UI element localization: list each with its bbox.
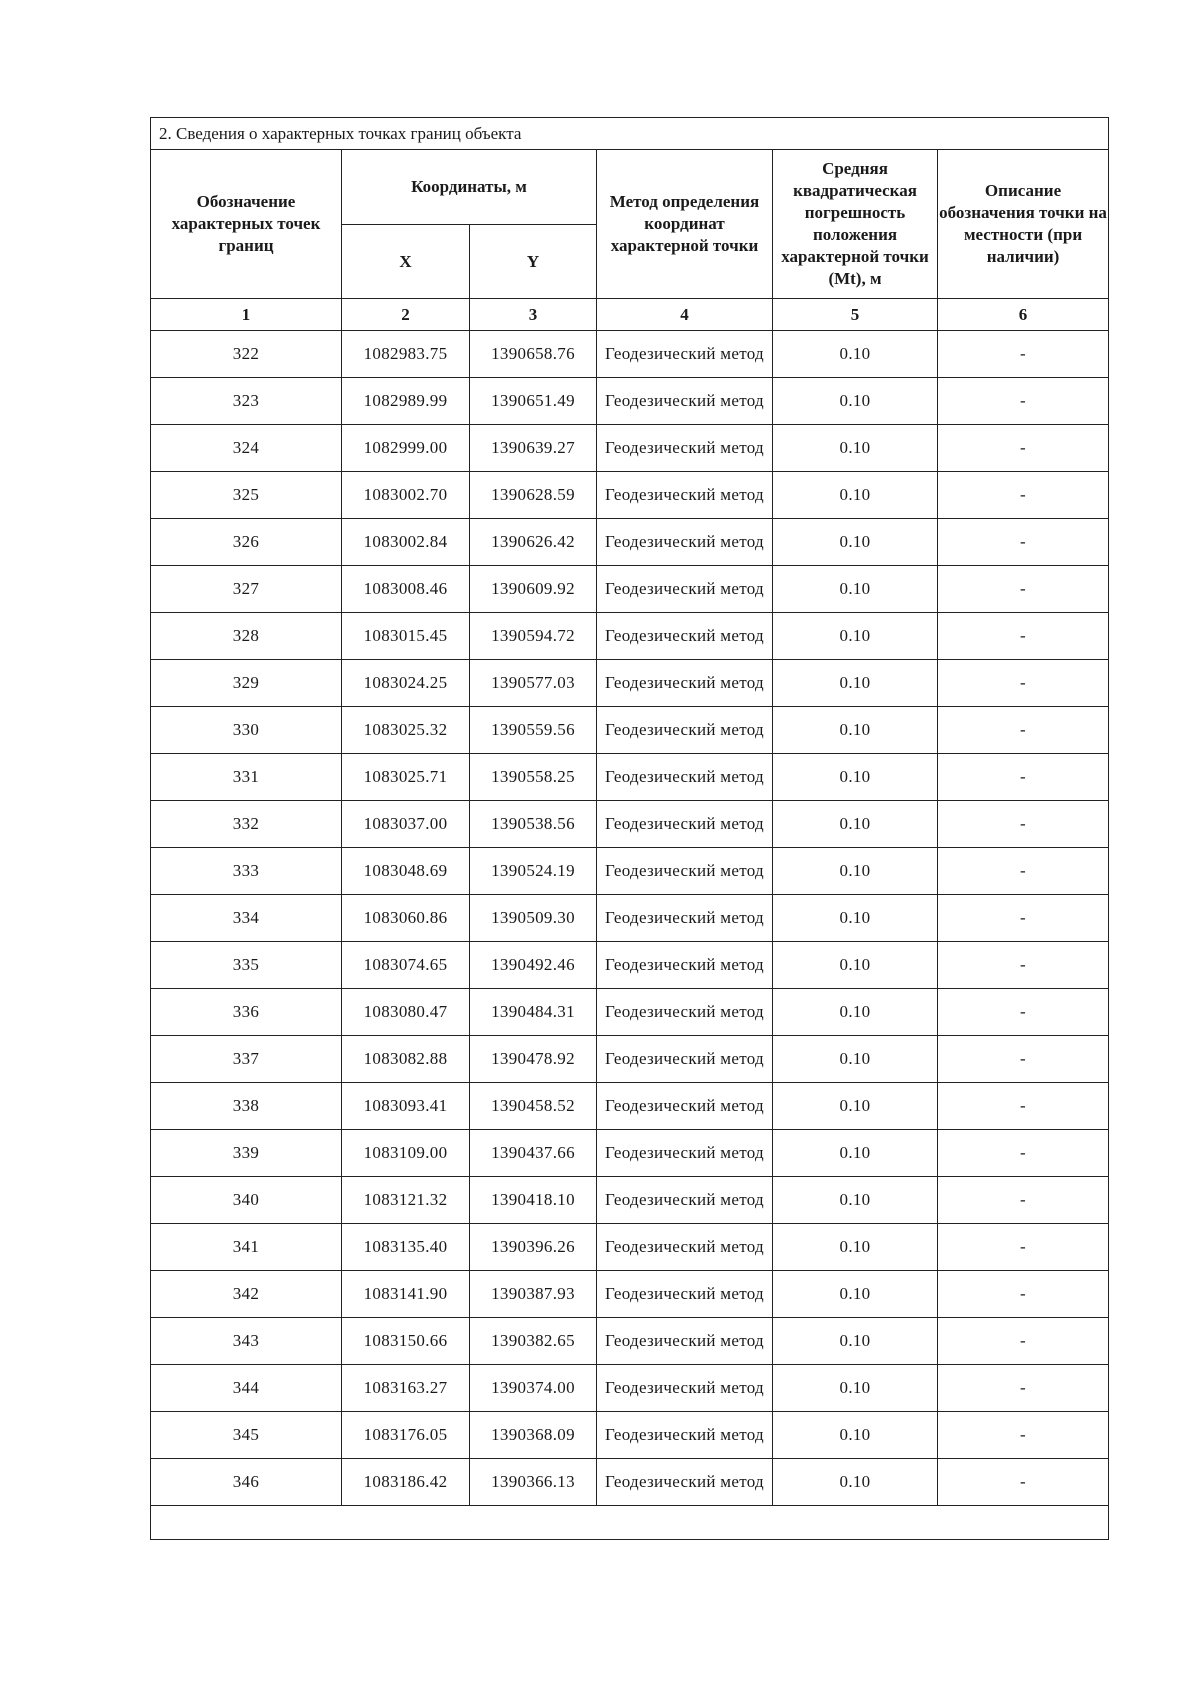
cell-y: 1390437.66 [470, 1130, 597, 1177]
table-row [151, 754, 1109, 801]
cell-method: Геодезический метод [597, 660, 773, 707]
cell-x: 1083008.46 [342, 566, 470, 613]
cell-error: 0.10 [773, 1177, 938, 1224]
cell-method: Геодезический метод [597, 566, 773, 613]
cell-point: 345 [151, 1412, 342, 1459]
cell-x: 1083093.41 [342, 1083, 470, 1130]
cell-error: 0.10 [773, 519, 938, 566]
cell-point: 328 [151, 613, 342, 660]
cell-x: 1083141.90 [342, 1271, 470, 1318]
cell-point: 335 [151, 942, 342, 989]
cell-error: 0.10 [773, 801, 938, 848]
header-row-top [151, 150, 1109, 225]
table-row [151, 566, 1109, 613]
cell-error: 0.10 [773, 1318, 938, 1365]
cell-point: 330 [151, 707, 342, 754]
cell-y: 1390382.65 [470, 1318, 597, 1365]
cell-error: 0.10 [773, 1224, 938, 1271]
table-row [151, 1412, 1109, 1459]
cell-error: 0.10 [773, 613, 938, 660]
cell-x: 1083109.00 [342, 1130, 470, 1177]
cell-method: Геодезический метод [597, 425, 773, 472]
cell-y: 1390609.92 [470, 566, 597, 613]
cell-error: 0.10 [773, 378, 938, 425]
header-coords: Координаты, м [342, 150, 597, 225]
table-footer-row [151, 1506, 1109, 1540]
cell-error: 0.10 [773, 1036, 938, 1083]
cell-method: Геодезический метод [597, 1412, 773, 1459]
boundary-points-table [150, 117, 1109, 1540]
cell-method: Геодезический метод [597, 1083, 773, 1130]
table-row [151, 942, 1109, 989]
cell-point: 332 [151, 801, 342, 848]
cell-description: - [938, 566, 1109, 613]
cell-error: 0.10 [773, 660, 938, 707]
cell-point: 343 [151, 1318, 342, 1365]
table-row [151, 848, 1109, 895]
cell-y: 1390628.59 [470, 472, 597, 519]
cell-description: - [938, 895, 1109, 942]
cell-method: Геодезический метод [597, 1271, 773, 1318]
cell-method: Геодезический метод [597, 895, 773, 942]
cell-point: 344 [151, 1365, 342, 1412]
cell-method: Геодезический метод [597, 378, 773, 425]
cell-y: 1390651.49 [470, 378, 597, 425]
cell-y: 1390639.27 [470, 425, 597, 472]
cell-y: 1390577.03 [470, 660, 597, 707]
cell-x: 1083025.32 [342, 707, 470, 754]
column-number: 2 [342, 299, 470, 331]
cell-description: - [938, 989, 1109, 1036]
cell-point: 333 [151, 848, 342, 895]
cell-point: 322 [151, 331, 342, 378]
cell-method: Геодезический метод [597, 519, 773, 566]
cell-description: - [938, 1271, 1109, 1318]
cell-error: 0.10 [773, 1083, 938, 1130]
cell-method: Геодезический метод [597, 707, 773, 754]
cell-error: 0.10 [773, 425, 938, 472]
cell-y: 1390559.56 [470, 707, 597, 754]
section-title-row [151, 118, 1109, 150]
cell-point: 340 [151, 1177, 342, 1224]
cell-description: - [938, 942, 1109, 989]
table-row [151, 425, 1109, 472]
cell-error: 0.10 [773, 1130, 938, 1177]
cell-method: Геодезический метод [597, 1318, 773, 1365]
cell-x: 1083186.42 [342, 1459, 470, 1506]
cell-method: Геодезический метод [597, 1130, 773, 1177]
table-row [151, 1271, 1109, 1318]
column-number-row [151, 299, 1109, 331]
cell-method: Геодезический метод [597, 472, 773, 519]
cell-method: Геодезический метод [597, 754, 773, 801]
cell-x: 1083176.05 [342, 1412, 470, 1459]
table-row [151, 613, 1109, 660]
cell-description: - [938, 1177, 1109, 1224]
cell-method: Геодезический метод [597, 989, 773, 1036]
cell-y: 1390418.10 [470, 1177, 597, 1224]
cell-method: Геодезический метод [597, 613, 773, 660]
cell-x: 1083135.40 [342, 1224, 470, 1271]
cell-method: Геодезический метод [597, 1459, 773, 1506]
cell-error: 0.10 [773, 848, 938, 895]
cell-y: 1390478.92 [470, 1036, 597, 1083]
cell-description: - [938, 378, 1109, 425]
table-row [151, 989, 1109, 1036]
cell-description: - [938, 613, 1109, 660]
table-row [151, 1365, 1109, 1412]
table-row [151, 519, 1109, 566]
cell-point: 324 [151, 425, 342, 472]
cell-point: 329 [151, 660, 342, 707]
table-row [151, 331, 1109, 378]
cell-description: - [938, 660, 1109, 707]
cell-point: 339 [151, 1130, 342, 1177]
table-row [151, 895, 1109, 942]
cell-x: 1083002.70 [342, 472, 470, 519]
cell-description: - [938, 848, 1109, 895]
cell-description: - [938, 707, 1109, 754]
column-number: 1 [151, 299, 342, 331]
cell-x: 1083025.71 [342, 754, 470, 801]
cell-x: 1083150.66 [342, 1318, 470, 1365]
cell-description: - [938, 1318, 1109, 1365]
cell-error: 0.10 [773, 1365, 938, 1412]
cell-point: 325 [151, 472, 342, 519]
cell-description: - [938, 1459, 1109, 1506]
header-y: Y [470, 225, 597, 299]
cell-point: 334 [151, 895, 342, 942]
table-row [151, 378, 1109, 425]
cell-x: 1082989.99 [342, 378, 470, 425]
table-row [151, 1036, 1109, 1083]
column-number: 6 [938, 299, 1109, 331]
cell-point: 331 [151, 754, 342, 801]
cell-y: 1390594.72 [470, 613, 597, 660]
cell-description: - [938, 472, 1109, 519]
cell-y: 1390484.31 [470, 989, 597, 1036]
table-row [151, 1224, 1109, 1271]
cell-error: 0.10 [773, 754, 938, 801]
header-error: Средняя квадратическая погрешность положения характерной точки (Mt), м [773, 150, 938, 299]
column-number: 3 [470, 299, 597, 331]
table-row [151, 660, 1109, 707]
section-title: 2. Сведения о характерных точках границ объекта [151, 118, 1109, 150]
cell-method: Геодезический метод [597, 1177, 773, 1224]
cell-method: Геодезический метод [597, 1036, 773, 1083]
cell-error: 0.10 [773, 566, 938, 613]
cell-x: 1083060.86 [342, 895, 470, 942]
header-description: Описание обозначения точки на местности (при наличии) [938, 150, 1109, 299]
table-row [151, 1459, 1109, 1506]
header-method: Метод определения координат характерной точки [597, 150, 773, 299]
cell-description: - [938, 425, 1109, 472]
cell-y: 1390558.25 [470, 754, 597, 801]
cell-error: 0.10 [773, 1459, 938, 1506]
cell-description: - [938, 1036, 1109, 1083]
column-number: 5 [773, 299, 938, 331]
table-row [151, 1083, 1109, 1130]
cell-x: 1083121.32 [342, 1177, 470, 1224]
cell-description: - [938, 1224, 1109, 1271]
cell-error: 0.10 [773, 942, 938, 989]
cell-x: 1083080.47 [342, 989, 470, 1036]
cell-method: Геодезический метод [597, 1365, 773, 1412]
column-number: 4 [597, 299, 773, 331]
cell-x: 1082999.00 [342, 425, 470, 472]
cell-y: 1390368.09 [470, 1412, 597, 1459]
cell-y: 1390374.00 [470, 1365, 597, 1412]
cell-description: - [938, 1130, 1109, 1177]
cell-error: 0.10 [773, 895, 938, 942]
cell-description: - [938, 1365, 1109, 1412]
cell-point: 337 [151, 1036, 342, 1083]
cell-x: 1083015.45 [342, 613, 470, 660]
cell-x: 1082983.75 [342, 331, 470, 378]
cell-y: 1390387.93 [470, 1271, 597, 1318]
cell-description: - [938, 1412, 1109, 1459]
cell-error: 0.10 [773, 707, 938, 754]
cell-point: 327 [151, 566, 342, 613]
table-row [151, 1177, 1109, 1224]
table-row [151, 472, 1109, 519]
cell-y: 1390458.52 [470, 1083, 597, 1130]
cell-point: 346 [151, 1459, 342, 1506]
cell-y: 1390366.13 [470, 1459, 597, 1506]
cell-y: 1390658.76 [470, 331, 597, 378]
table-row [151, 801, 1109, 848]
cell-x: 1083037.00 [342, 801, 470, 848]
cell-y: 1390538.56 [470, 801, 597, 848]
header-x: X [342, 225, 470, 299]
cell-method: Геодезический метод [597, 331, 773, 378]
cell-y: 1390492.46 [470, 942, 597, 989]
cell-x: 1083074.65 [342, 942, 470, 989]
cell-error: 0.10 [773, 989, 938, 1036]
cell-x: 1083048.69 [342, 848, 470, 895]
cell-description: - [938, 754, 1109, 801]
cell-error: 0.10 [773, 331, 938, 378]
table-row [151, 1130, 1109, 1177]
cell-x: 1083082.88 [342, 1036, 470, 1083]
cell-x: 1083002.84 [342, 519, 470, 566]
cell-y: 1390396.26 [470, 1224, 597, 1271]
cell-description: - [938, 519, 1109, 566]
table-row [151, 707, 1109, 754]
cell-description: - [938, 331, 1109, 378]
cell-error: 0.10 [773, 1271, 938, 1318]
cell-method: Геодезический метод [597, 848, 773, 895]
cell-point: 336 [151, 989, 342, 1036]
header-point: Обозначение характерных точек границ [151, 150, 342, 299]
cell-point: 341 [151, 1224, 342, 1271]
table-footer-cell [151, 1506, 1109, 1540]
cell-point: 338 [151, 1083, 342, 1130]
table-row [151, 1318, 1109, 1365]
cell-x: 1083024.25 [342, 660, 470, 707]
cell-method: Геодезический метод [597, 1224, 773, 1271]
cell-x: 1083163.27 [342, 1365, 470, 1412]
cell-method: Геодезический метод [597, 942, 773, 989]
cell-error: 0.10 [773, 472, 938, 519]
cell-error: 0.10 [773, 1412, 938, 1459]
cell-point: 342 [151, 1271, 342, 1318]
cell-description: - [938, 1083, 1109, 1130]
cell-description: - [938, 801, 1109, 848]
cell-y: 1390524.19 [470, 848, 597, 895]
cell-point: 323 [151, 378, 342, 425]
cell-y: 1390626.42 [470, 519, 597, 566]
cell-method: Геодезический метод [597, 801, 773, 848]
cell-y: 1390509.30 [470, 895, 597, 942]
cell-point: 326 [151, 519, 342, 566]
